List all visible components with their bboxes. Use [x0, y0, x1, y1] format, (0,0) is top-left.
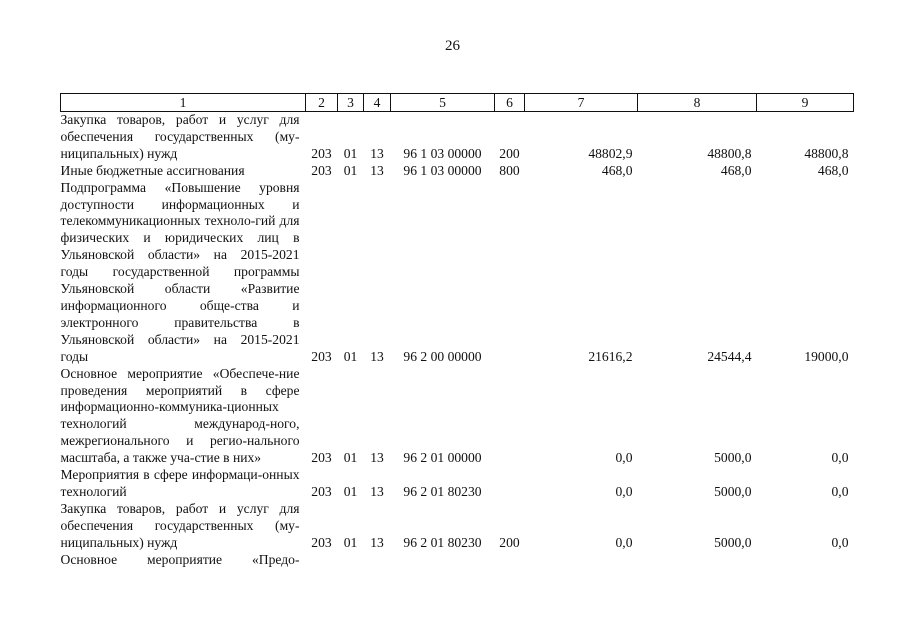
column-header-3: 3	[338, 94, 364, 112]
column-header-9: 9	[757, 94, 854, 112]
cell-amount-col9	[757, 552, 854, 569]
table-row	[61, 467, 854, 501]
cell-expense-type	[495, 180, 525, 366]
cell-amount-col7: 21616,2	[588, 348, 633, 364]
cell-section-code: 01	[343, 450, 358, 466]
cell-subsection-code: 13	[370, 534, 384, 550]
column-header-7: 7	[525, 94, 638, 112]
cell-amount-col8: 48800,8	[707, 145, 752, 161]
table-row	[61, 501, 854, 552]
budget-table	[60, 93, 854, 568]
cell-section-code: 01	[343, 162, 358, 178]
cell-ministry-code: 203	[311, 162, 332, 178]
cell-expense-type	[495, 467, 525, 501]
row-name: Закупка товаров, работ и услуг для обеспечения государственных (му-ниципальных) нужд	[60, 500, 300, 550]
cell-amount-col8	[638, 552, 757, 569]
row-name: Основное мероприятие «Предо-	[60, 551, 300, 567]
column-header-5: 5	[391, 94, 495, 112]
table-row	[61, 552, 854, 569]
cell-section-code: 01	[343, 483, 358, 499]
row-name-cell	[61, 112, 306, 163]
cell-expense-type	[495, 552, 525, 569]
table-header-row	[61, 94, 854, 112]
column-header-8: 8	[638, 94, 757, 112]
cell-subsection-code: 13	[370, 145, 384, 161]
column-header-4: 4	[364, 94, 391, 112]
column-header-2: 2	[306, 94, 338, 112]
table-row	[61, 180, 854, 366]
cell-expense-type: 800	[499, 162, 520, 178]
row-name-cell	[61, 366, 306, 467]
cell-expense-type: 200	[499, 534, 520, 550]
cell-subsection-code: 13	[370, 162, 384, 178]
row-name-cell	[61, 180, 306, 366]
cell-amount-col8: 24544,4	[707, 348, 752, 364]
cell-amount-col9: 0,0	[831, 483, 849, 499]
cell-target-article: 96 2 01 00000	[403, 450, 482, 466]
cell-target-article: 96 1 03 00000	[403, 162, 482, 178]
cell-amount-col9: 0,0	[831, 450, 849, 466]
table-row	[61, 163, 854, 180]
cell-section-code: 01	[343, 145, 358, 161]
row-name-cell	[61, 501, 306, 552]
table-row	[61, 112, 854, 163]
cell-subsection-code: 13	[370, 348, 384, 364]
cell-ministry-code: 203	[311, 145, 332, 161]
row-name-cell	[61, 163, 306, 180]
cell-section-code: 01	[343, 348, 358, 364]
cell-ministry-code: 203	[311, 483, 332, 499]
cell-amount-col7	[525, 552, 638, 569]
column-header-6: 6	[495, 94, 525, 112]
cell-ministry-code	[306, 552, 338, 569]
cell-subsection-code: 13	[370, 483, 384, 499]
column-header-1: 1	[61, 94, 306, 112]
row-name: Мероприятия в сфере информаци-онных технологий	[60, 467, 300, 499]
row-name-cell	[61, 467, 306, 501]
cell-target-article: 96 1 03 00000	[403, 145, 482, 161]
row-name: Иные бюджетные ассигнования	[60, 162, 245, 178]
cell-target-article: 96 2 01 80230	[403, 534, 482, 550]
cell-amount-col7: 48802,9	[588, 145, 633, 161]
cell-target-article	[391, 552, 495, 569]
cell-amount-col7: 0,0	[615, 483, 633, 499]
cell-ministry-code: 203	[311, 534, 332, 550]
row-name-cell	[61, 552, 306, 569]
page-number: 26	[445, 38, 460, 54]
cell-amount-col7: 0,0	[615, 450, 633, 466]
cell-subsection-code: 13	[370, 450, 384, 466]
row-name: Закупка товаров, работ и услуг для обеспечения государственных (му-ниципальных) нужд	[60, 112, 300, 161]
cell-ministry-code: 203	[311, 450, 332, 466]
cell-amount-col8: 5000,0	[714, 483, 752, 499]
table-row	[61, 366, 854, 467]
row-name: Основное мероприятие «Обеспече-ние проведения мероприятий в сфере информационно-коммуника-ционных технологий международ-ного, межрегионального и регио-нального масштаба, а также уча-стие в них»	[60, 365, 300, 466]
cell-amount-col9: 468,0	[817, 162, 849, 178]
cell-amount-col8: 5000,0	[714, 534, 752, 550]
cell-amount-col9: 19000,0	[804, 348, 849, 364]
row-name: Подпрограмма «Повышение уровня доступности информационных и телекоммуникационных техноло-гий для физических и юридических лиц в Ульяновской области» на 2015-2021 годы государственной программы Ульяновской области «Развитие информационного обще-ства и электронного правительства в Ульяновской области» на 2015-2021 годы	[60, 179, 300, 364]
cell-expense-type	[495, 366, 525, 467]
cell-amount-col9: 48800,8	[804, 145, 849, 161]
cell-expense-type: 200	[499, 145, 520, 161]
cell-amount-col7: 0,0	[615, 534, 633, 550]
cell-target-article: 96 2 00 00000	[403, 348, 482, 364]
cell-target-article: 96 2 01 80230	[403, 483, 482, 499]
cell-amount-col7: 468,0	[601, 162, 633, 178]
cell-section-code: 01	[343, 534, 358, 550]
cell-subsection-code	[364, 552, 391, 569]
cell-section-code	[338, 552, 364, 569]
cell-amount-col8: 5000,0	[714, 450, 752, 466]
cell-amount-col8: 468,0	[720, 162, 752, 178]
cell-ministry-code: 203	[311, 348, 332, 364]
cell-amount-col9: 0,0	[831, 534, 849, 550]
